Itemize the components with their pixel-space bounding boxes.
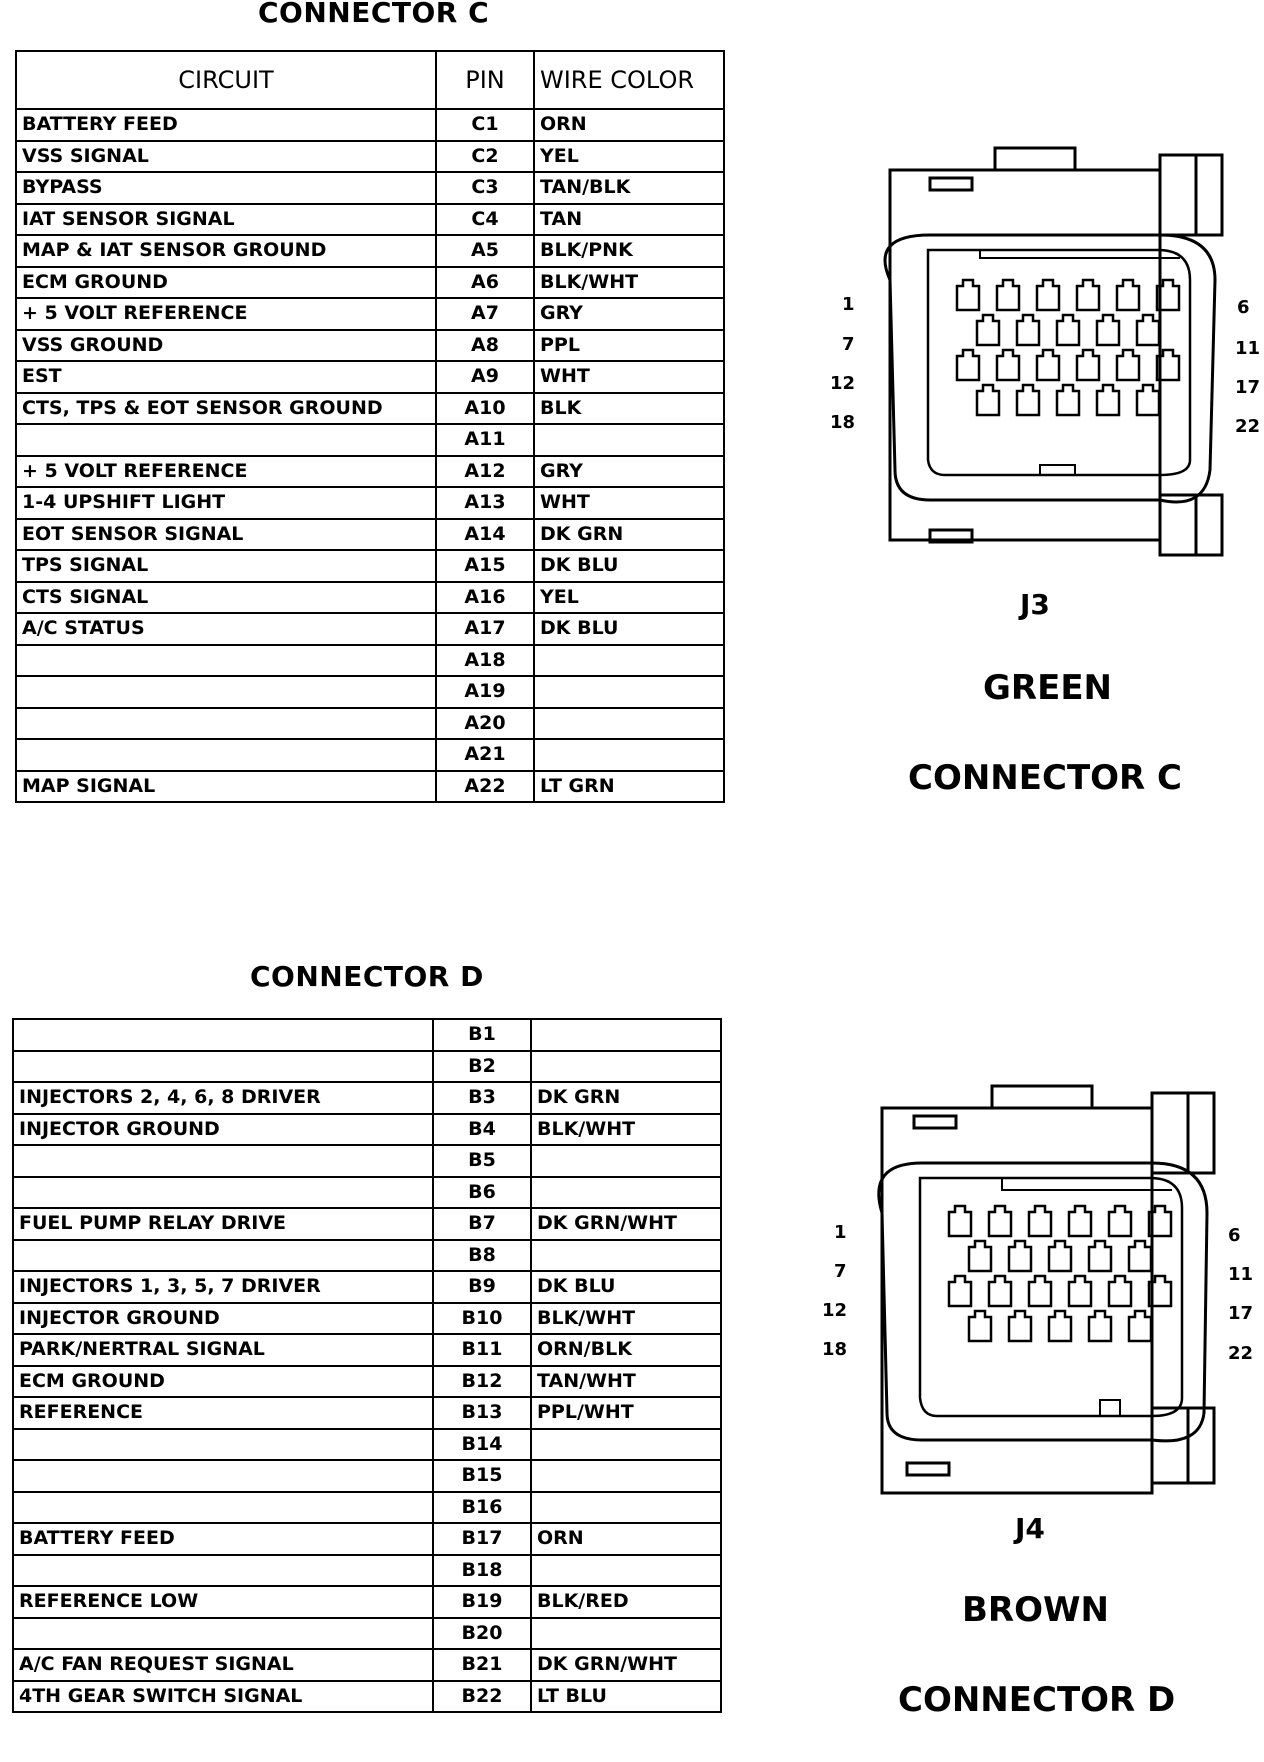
circuit-cell: + 5 VOLT REFERENCE	[16, 298, 436, 330]
pin-cell: B3	[433, 1082, 531, 1114]
circuit-cell: A/C FAN REQUEST SIGNAL	[13, 1649, 433, 1681]
table-row	[16, 739, 724, 771]
circuit-cell: CTS SIGNAL	[16, 582, 436, 614]
circuit-cell: EOT SENSOR SIGNAL	[16, 519, 436, 551]
table-row	[13, 1019, 721, 1051]
connector-pin-cavity	[1129, 1311, 1151, 1341]
pin-cell: A17	[436, 613, 534, 645]
pin-label-12: 12	[830, 373, 856, 394]
wire-color-cell: PPL	[534, 330, 724, 362]
table-row	[13, 1051, 721, 1083]
wire-color-cell: GRY	[534, 456, 724, 488]
connector-pin-cavity	[957, 280, 979, 310]
pin-cell: C4	[436, 204, 534, 236]
table-row	[16, 708, 724, 740]
circuit-cell: 1-4 UPSHIFT LIGHT	[16, 487, 436, 519]
table-row	[16, 393, 724, 425]
table-row	[16, 613, 724, 645]
circuit-cell	[16, 424, 436, 456]
table-row	[13, 1555, 721, 1587]
connector-pin-cavity	[1069, 1276, 1091, 1306]
pin-cell: A21	[436, 739, 534, 771]
pin-label-12: 12	[822, 1300, 848, 1321]
wire-color-cell: LT GRN	[534, 771, 724, 803]
pin-cell: A7	[436, 298, 534, 330]
pin-cell: B16	[433, 1492, 531, 1524]
pin-label-22: 22	[1228, 1343, 1254, 1364]
connector-pin-cavity	[957, 350, 979, 380]
circuit-cell: REFERENCE LOW	[13, 1586, 433, 1618]
pin-cell: A10	[436, 393, 534, 425]
table-row	[16, 582, 724, 614]
pin-cell: B22	[433, 1681, 531, 1713]
table-row	[16, 267, 724, 299]
pin-cell: C2	[436, 141, 534, 173]
connector-pin-cavity	[1057, 385, 1079, 415]
wire-color-cell: DK BLU	[534, 550, 724, 582]
pin-cell: B8	[433, 1240, 531, 1272]
wire-color-cell	[534, 708, 724, 740]
wire-color-cell: BLK/WHT	[534, 267, 724, 299]
circuit-cell: FUEL PUMP RELAY DRIVE	[13, 1208, 433, 1240]
connector-pin-cavity	[997, 350, 1019, 380]
table-row	[16, 204, 724, 236]
wire-color-cell	[531, 1460, 721, 1492]
connector-pin-cavity	[989, 1206, 1011, 1236]
pin-label-11: 11	[1235, 338, 1261, 359]
j3-connector-label: CONNECTOR C	[908, 758, 1183, 798]
circuit-cell	[13, 1429, 433, 1461]
circuit-cell: VSS GROUND	[16, 330, 436, 362]
wire-color-cell: BLK/PNK	[534, 235, 724, 267]
circuit-cell: EST	[16, 361, 436, 393]
circuit-cell: A/C STATUS	[16, 613, 436, 645]
connector-pin-cavity	[969, 1241, 991, 1271]
connector-pin-cavity	[1029, 1276, 1051, 1306]
pin-label-1: 1	[834, 1222, 847, 1243]
table-row	[13, 1145, 721, 1177]
pin-label-17: 17	[1235, 377, 1261, 398]
pin-label-6: 6	[1228, 1225, 1241, 1246]
pin-cell: B4	[433, 1114, 531, 1146]
connector-c-heading: CONNECTOR C	[258, 0, 490, 29]
pin-cell: A14	[436, 519, 534, 551]
table-row	[13, 1208, 721, 1240]
circuit-header: CIRCUIT	[16, 51, 436, 109]
pin-label-11: 11	[1228, 1264, 1254, 1285]
circuit-cell	[13, 1460, 433, 1492]
connector-d-heading: CONNECTOR D	[250, 960, 484, 993]
circuit-cell	[13, 1240, 433, 1272]
circuit-cell: MAP & IAT SENSOR GROUND	[16, 235, 436, 267]
table-row	[16, 456, 724, 488]
connector-pin-cavity	[1109, 1276, 1131, 1306]
connector-pin-cavity	[1089, 1311, 1111, 1341]
circuit-cell: VSS SIGNAL	[16, 141, 436, 173]
pin-cell: A9	[436, 361, 534, 393]
pin-cell: A22	[436, 771, 534, 803]
pin-cell: A8	[436, 330, 534, 362]
j4-color-label: BROWN	[962, 1590, 1109, 1630]
pin-cell: B14	[433, 1429, 531, 1461]
circuit-cell: BATTERY FEED	[13, 1523, 433, 1555]
pin-label-7: 7	[842, 334, 855, 355]
circuit-cell	[16, 708, 436, 740]
connector-c-table	[15, 50, 725, 803]
connector-pin-cavity	[969, 1311, 991, 1341]
wire-color-cell	[534, 676, 724, 708]
pin-cell: A5	[436, 235, 534, 267]
circuit-cell	[13, 1618, 433, 1650]
connector-pin-cavity	[1097, 315, 1119, 345]
circuit-cell: CTS, TPS & EOT SENSOR GROUND	[16, 393, 436, 425]
pin-cell: B19	[433, 1586, 531, 1618]
connector-pin-cavity	[1029, 1206, 1051, 1236]
wire-color-cell: WHT	[534, 361, 724, 393]
wire-color-cell: LT BLU	[531, 1681, 721, 1713]
table-row	[16, 109, 724, 141]
table-row	[16, 771, 724, 803]
table-row	[13, 1114, 721, 1146]
wire-color-cell: PPL/WHT	[531, 1397, 721, 1429]
wire-color-cell: ORN/BLK	[531, 1334, 721, 1366]
connector-pin-cavity	[949, 1276, 971, 1306]
j3-color-label: GREEN	[983, 668, 1112, 708]
wire-color-cell: ORN	[534, 109, 724, 141]
table-row	[16, 172, 724, 204]
circuit-cell: 4TH GEAR SWITCH SIGNAL	[13, 1681, 433, 1713]
circuit-cell	[16, 676, 436, 708]
pin-cell: A6	[436, 267, 534, 299]
wire-color-cell: TAN/BLK	[534, 172, 724, 204]
pin-cell: B6	[433, 1177, 531, 1209]
circuit-cell	[13, 1492, 433, 1524]
pin-label-7: 7	[834, 1261, 847, 1282]
wire-color-cell: DK GRN	[531, 1082, 721, 1114]
pin-cell: A13	[436, 487, 534, 519]
pin-cell: B17	[433, 1523, 531, 1555]
connector-pin-cavity	[977, 315, 999, 345]
wire-color-cell: BLK/WHT	[531, 1303, 721, 1335]
wire-color-cell: DK BLU	[534, 613, 724, 645]
wire-color-cell	[531, 1555, 721, 1587]
connector-pin-cavity	[1049, 1241, 1071, 1271]
circuit-cell: ECM GROUND	[16, 267, 436, 299]
circuit-cell	[13, 1051, 433, 1083]
table-row	[13, 1492, 721, 1524]
circuit-cell	[13, 1177, 433, 1209]
connector-pin-cavity	[1037, 350, 1059, 380]
connector-pin-cavity	[1049, 1311, 1071, 1341]
wire-color-cell	[531, 1492, 721, 1524]
pin-cell: A15	[436, 550, 534, 582]
wire-color-cell: YEL	[534, 582, 724, 614]
table-row	[13, 1681, 721, 1713]
circuit-cell: BYPASS	[16, 172, 436, 204]
wire-color-cell	[534, 424, 724, 456]
table-header-row	[16, 51, 724, 109]
circuit-cell	[16, 739, 436, 771]
pin-cell: B15	[433, 1460, 531, 1492]
table-row	[16, 298, 724, 330]
j4-label: J4	[1015, 1512, 1045, 1545]
pin-cell: A20	[436, 708, 534, 740]
pin-header: PIN	[436, 51, 534, 109]
pin-cell: B13	[433, 1397, 531, 1429]
table-row	[16, 487, 724, 519]
table-row	[16, 676, 724, 708]
pin-cell: B5	[433, 1145, 531, 1177]
connector-pin-cavity	[1037, 280, 1059, 310]
wire-color-cell	[531, 1429, 721, 1461]
pin-cell: B20	[433, 1618, 531, 1650]
connector-pin-cavity	[1117, 280, 1139, 310]
wire-color-cell: GRY	[534, 298, 724, 330]
connector-pin-cavity	[1017, 385, 1039, 415]
table-row	[16, 519, 724, 551]
wire-color-cell: BLK	[534, 393, 724, 425]
circuit-cell: BATTERY FEED	[16, 109, 436, 141]
wire-color-cell	[531, 1019, 721, 1051]
table-row	[16, 424, 724, 456]
circuit-cell: TPS SIGNAL	[16, 550, 436, 582]
circuit-cell: + 5 VOLT REFERENCE	[16, 456, 436, 488]
table-row	[13, 1303, 721, 1335]
circuit-cell	[13, 1555, 433, 1587]
table-row	[16, 645, 724, 677]
wire-color-cell: DK BLU	[531, 1271, 721, 1303]
connector-pin-cavity	[1109, 1206, 1131, 1236]
pin-label-1: 1	[842, 294, 855, 315]
table-row	[16, 550, 724, 582]
wire-color-header: WIRE COLOR	[534, 51, 724, 109]
connector-pin-cavity	[1057, 315, 1079, 345]
table-row	[13, 1586, 721, 1618]
connector-pin-cavity	[997, 280, 1019, 310]
table-row	[13, 1366, 721, 1398]
wire-color-cell: TAN/WHT	[531, 1366, 721, 1398]
connector-pin-cavity	[1077, 350, 1099, 380]
wire-color-cell: DK GRN	[534, 519, 724, 551]
circuit-cell	[16, 645, 436, 677]
wire-color-cell	[531, 1177, 721, 1209]
circuit-cell: MAP SIGNAL	[16, 771, 436, 803]
wire-color-cell	[531, 1145, 721, 1177]
pin-label-18: 18	[830, 412, 856, 433]
table-row	[16, 235, 724, 267]
connector-pin-cavity	[1009, 1241, 1031, 1271]
connector-shroud	[885, 235, 1215, 502]
pin-cell: A18	[436, 645, 534, 677]
pin-cell: B7	[433, 1208, 531, 1240]
pin-cell: A12	[436, 456, 534, 488]
table-row	[13, 1240, 721, 1272]
wire-color-cell	[531, 1051, 721, 1083]
pin-cell: A11	[436, 424, 534, 456]
circuit-cell: ECM GROUND	[13, 1366, 433, 1398]
j4-connector-diagram	[852, 1078, 1222, 1528]
pin-cell: B1	[433, 1019, 531, 1051]
table-row	[13, 1460, 721, 1492]
pin-cell: B11	[433, 1334, 531, 1366]
table-row	[13, 1177, 721, 1209]
connector-pin-cavity	[1089, 1241, 1111, 1271]
connector-pin-cavity	[1137, 315, 1159, 345]
connector-pin-cavity	[1129, 1241, 1151, 1271]
circuit-cell	[13, 1019, 433, 1051]
circuit-cell: PARK/NERTRAL SIGNAL	[13, 1334, 433, 1366]
table-row	[16, 361, 724, 393]
connector-pin-cavity	[1069, 1206, 1091, 1236]
j3-connector-diagram	[860, 140, 1230, 590]
connector-pin-cavity	[1097, 385, 1119, 415]
wire-color-cell: YEL	[534, 141, 724, 173]
table-row	[13, 1429, 721, 1461]
table-row	[16, 330, 724, 362]
wire-color-cell: DK GRN/WHT	[531, 1649, 721, 1681]
j3-label: J3	[1020, 588, 1050, 621]
connector-pin-cavity	[989, 1276, 1011, 1306]
connector-pin-cavity	[1137, 385, 1159, 415]
table-row	[13, 1618, 721, 1650]
wire-color-cell	[531, 1240, 721, 1272]
connector-pin-cavity	[1017, 315, 1039, 345]
table-row	[13, 1334, 721, 1366]
connector-pin-cavity	[977, 385, 999, 415]
connector-pin-cavity	[1077, 280, 1099, 310]
pin-cell: B21	[433, 1649, 531, 1681]
connector-shroud	[879, 1163, 1207, 1441]
pin-cell: A16	[436, 582, 534, 614]
circuit-cell: INJECTORS 2, 4, 6, 8 DRIVER	[13, 1082, 433, 1114]
circuit-cell: IAT SENSOR SIGNAL	[16, 204, 436, 236]
pin-cell: B2	[433, 1051, 531, 1083]
pin-label-18: 18	[822, 1339, 848, 1360]
table-row	[13, 1271, 721, 1303]
table-row	[13, 1649, 721, 1681]
table-row	[13, 1523, 721, 1555]
connector-pin-cavity	[1117, 350, 1139, 380]
pin-cell: B18	[433, 1555, 531, 1587]
circuit-cell	[13, 1145, 433, 1177]
circuit-cell: INJECTORS 1, 3, 5, 7 DRIVER	[13, 1271, 433, 1303]
circuit-cell: INJECTOR GROUND	[13, 1114, 433, 1146]
connector-d-table	[12, 1018, 722, 1713]
pin-label-6: 6	[1237, 297, 1250, 318]
pin-label-22: 22	[1235, 416, 1261, 437]
wire-color-cell: DK GRN/WHT	[531, 1208, 721, 1240]
table-row	[16, 141, 724, 173]
pin-cell: B10	[433, 1303, 531, 1335]
wire-color-cell	[534, 739, 724, 771]
pin-label-17: 17	[1228, 1303, 1254, 1324]
wire-color-cell: WHT	[534, 487, 724, 519]
pin-cell: A19	[436, 676, 534, 708]
wire-color-cell	[534, 645, 724, 677]
wire-color-cell: TAN	[534, 204, 724, 236]
pin-cell: B12	[433, 1366, 531, 1398]
circuit-cell: REFERENCE	[13, 1397, 433, 1429]
wire-color-cell: ORN	[531, 1523, 721, 1555]
table-row	[13, 1397, 721, 1429]
j4-connector-label: CONNECTOR D	[898, 1680, 1176, 1720]
wire-color-cell: BLK/RED	[531, 1586, 721, 1618]
wire-color-cell: BLK/WHT	[531, 1114, 721, 1146]
wire-color-cell	[531, 1618, 721, 1650]
connector-pin-cavity	[949, 1206, 971, 1236]
pin-cell: C3	[436, 172, 534, 204]
connector-pin-cavity	[1009, 1311, 1031, 1341]
table-row	[13, 1082, 721, 1114]
pin-cell: B9	[433, 1271, 531, 1303]
pin-cell: C1	[436, 109, 534, 141]
circuit-cell: INJECTOR GROUND	[13, 1303, 433, 1335]
